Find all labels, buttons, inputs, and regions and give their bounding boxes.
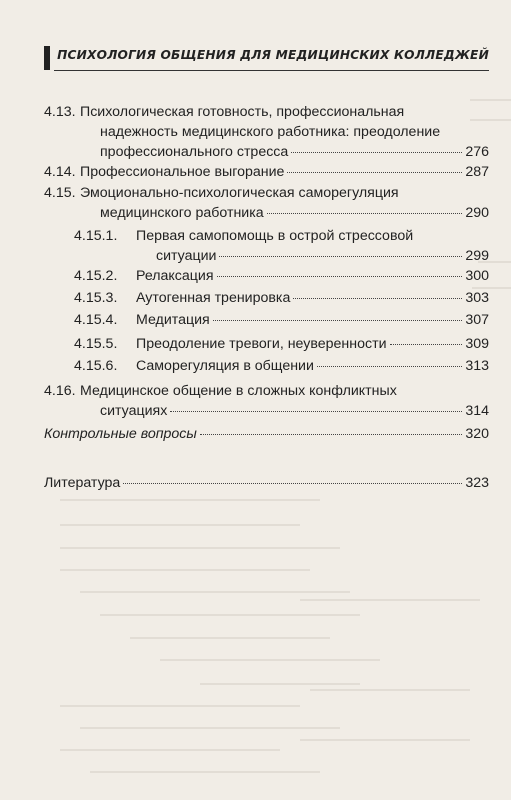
- dot-leader: [213, 320, 463, 321]
- toc-page-number: 300: [465, 268, 489, 284]
- dot-leader: [317, 366, 462, 367]
- toc-entry-number: 4.15.5.: [74, 336, 118, 352]
- toc-entry[interactable]: [44, 266, 489, 286]
- toc-entry-number: 4.15.4.: [74, 312, 118, 328]
- toc-page-number: 314: [465, 403, 489, 419]
- toc-entry[interactable]: [44, 226, 489, 266]
- dot-leader: [123, 483, 462, 484]
- toc-entry-number: 4.15.3.: [74, 290, 118, 306]
- toc-entry[interactable]: [44, 473, 489, 493]
- toc-page-number: 313: [465, 358, 489, 374]
- toc-entry-text-line: Преодоление тревоги, неуверенности: [136, 336, 387, 352]
- toc-entry-text-line: Релаксация: [136, 268, 214, 284]
- toc-entry-text-line: Аутогенная тренировка: [136, 290, 291, 306]
- toc-entry-number: 4.15.1.: [74, 228, 118, 244]
- toc-entry[interactable]: [44, 381, 489, 421]
- toc-entry-text-line: Первая самопомощь в острой стрессовой: [136, 228, 414, 244]
- toc-page-number: 287: [465, 164, 489, 180]
- dot-leader: [287, 172, 462, 173]
- toc-entry-text-line: ситуациях: [100, 403, 168, 419]
- toc-entry-text-line: ситуации: [156, 248, 217, 264]
- toc-entry-number: 4.15.: [44, 185, 76, 201]
- toc-entry[interactable]: [44, 424, 489, 444]
- dot-leader: [390, 344, 463, 345]
- toc-page-number: 290: [465, 205, 489, 221]
- dot-leader: [200, 434, 462, 435]
- toc-entry[interactable]: [44, 334, 489, 354]
- dot-leader: [291, 152, 462, 153]
- toc-page-number: 303: [465, 290, 489, 306]
- toc-entry[interactable]: [44, 102, 489, 162]
- toc-entry-text-line: Контрольные вопросы: [44, 426, 197, 442]
- toc-entry-number: 4.16.: [44, 383, 76, 399]
- toc-entry-number: 4.13.: [44, 104, 76, 120]
- dot-leader: [293, 298, 462, 299]
- toc-entry-number: 4.15.2.: [74, 268, 118, 284]
- toc-page-number: 276: [465, 144, 489, 160]
- header-title: ПСИХОЛОГИЯ ОБЩЕНИЯ ДЛЯ МЕДИЦИНСКИХ КОЛЛЕДЖЕЙ: [57, 48, 489, 62]
- toc-entry-text-line: Эмоционально-психологическая саморегуляция: [80, 185, 399, 201]
- dot-leader: [170, 411, 462, 412]
- toc-entry-text-line: Саморегуляция в общении: [136, 358, 314, 374]
- toc-page-number: 307: [465, 312, 489, 328]
- toc-entry-text-line: Профессиональное выгорание: [80, 164, 285, 180]
- toc-page-number: 320: [465, 426, 489, 442]
- dot-leader: [219, 256, 462, 257]
- toc-entry[interactable]: [44, 310, 489, 330]
- toc-entry-text-line: Медицинское общение в сложных конфликтных: [80, 383, 397, 399]
- toc-page-number: 299: [465, 248, 489, 264]
- toc-entry-number: 4.14.: [44, 164, 76, 180]
- toc-page-number: 323: [465, 475, 489, 491]
- toc-entry[interactable]: [44, 162, 489, 182]
- toc-entry-text-line: Литература: [44, 475, 121, 491]
- toc-entry-text-line: медицинского работника: [100, 205, 264, 221]
- toc-entry[interactable]: [44, 288, 489, 308]
- dot-leader: [267, 213, 463, 214]
- toc-entry-text-line: профессионального стресса: [100, 144, 289, 160]
- toc-entry[interactable]: [44, 356, 489, 376]
- toc-entry-text-line: Медитация: [136, 312, 210, 328]
- toc-entry-text-line: надежность медицинского работника: преодоление: [100, 124, 441, 140]
- dot-leader: [217, 276, 463, 277]
- toc-entry-number: 4.15.6.: [74, 358, 118, 374]
- toc-page-number: 309: [465, 336, 489, 352]
- toc-entry[interactable]: [44, 183, 489, 223]
- toc-entry-text-line: Психологическая готовность, профессиональная: [80, 104, 405, 120]
